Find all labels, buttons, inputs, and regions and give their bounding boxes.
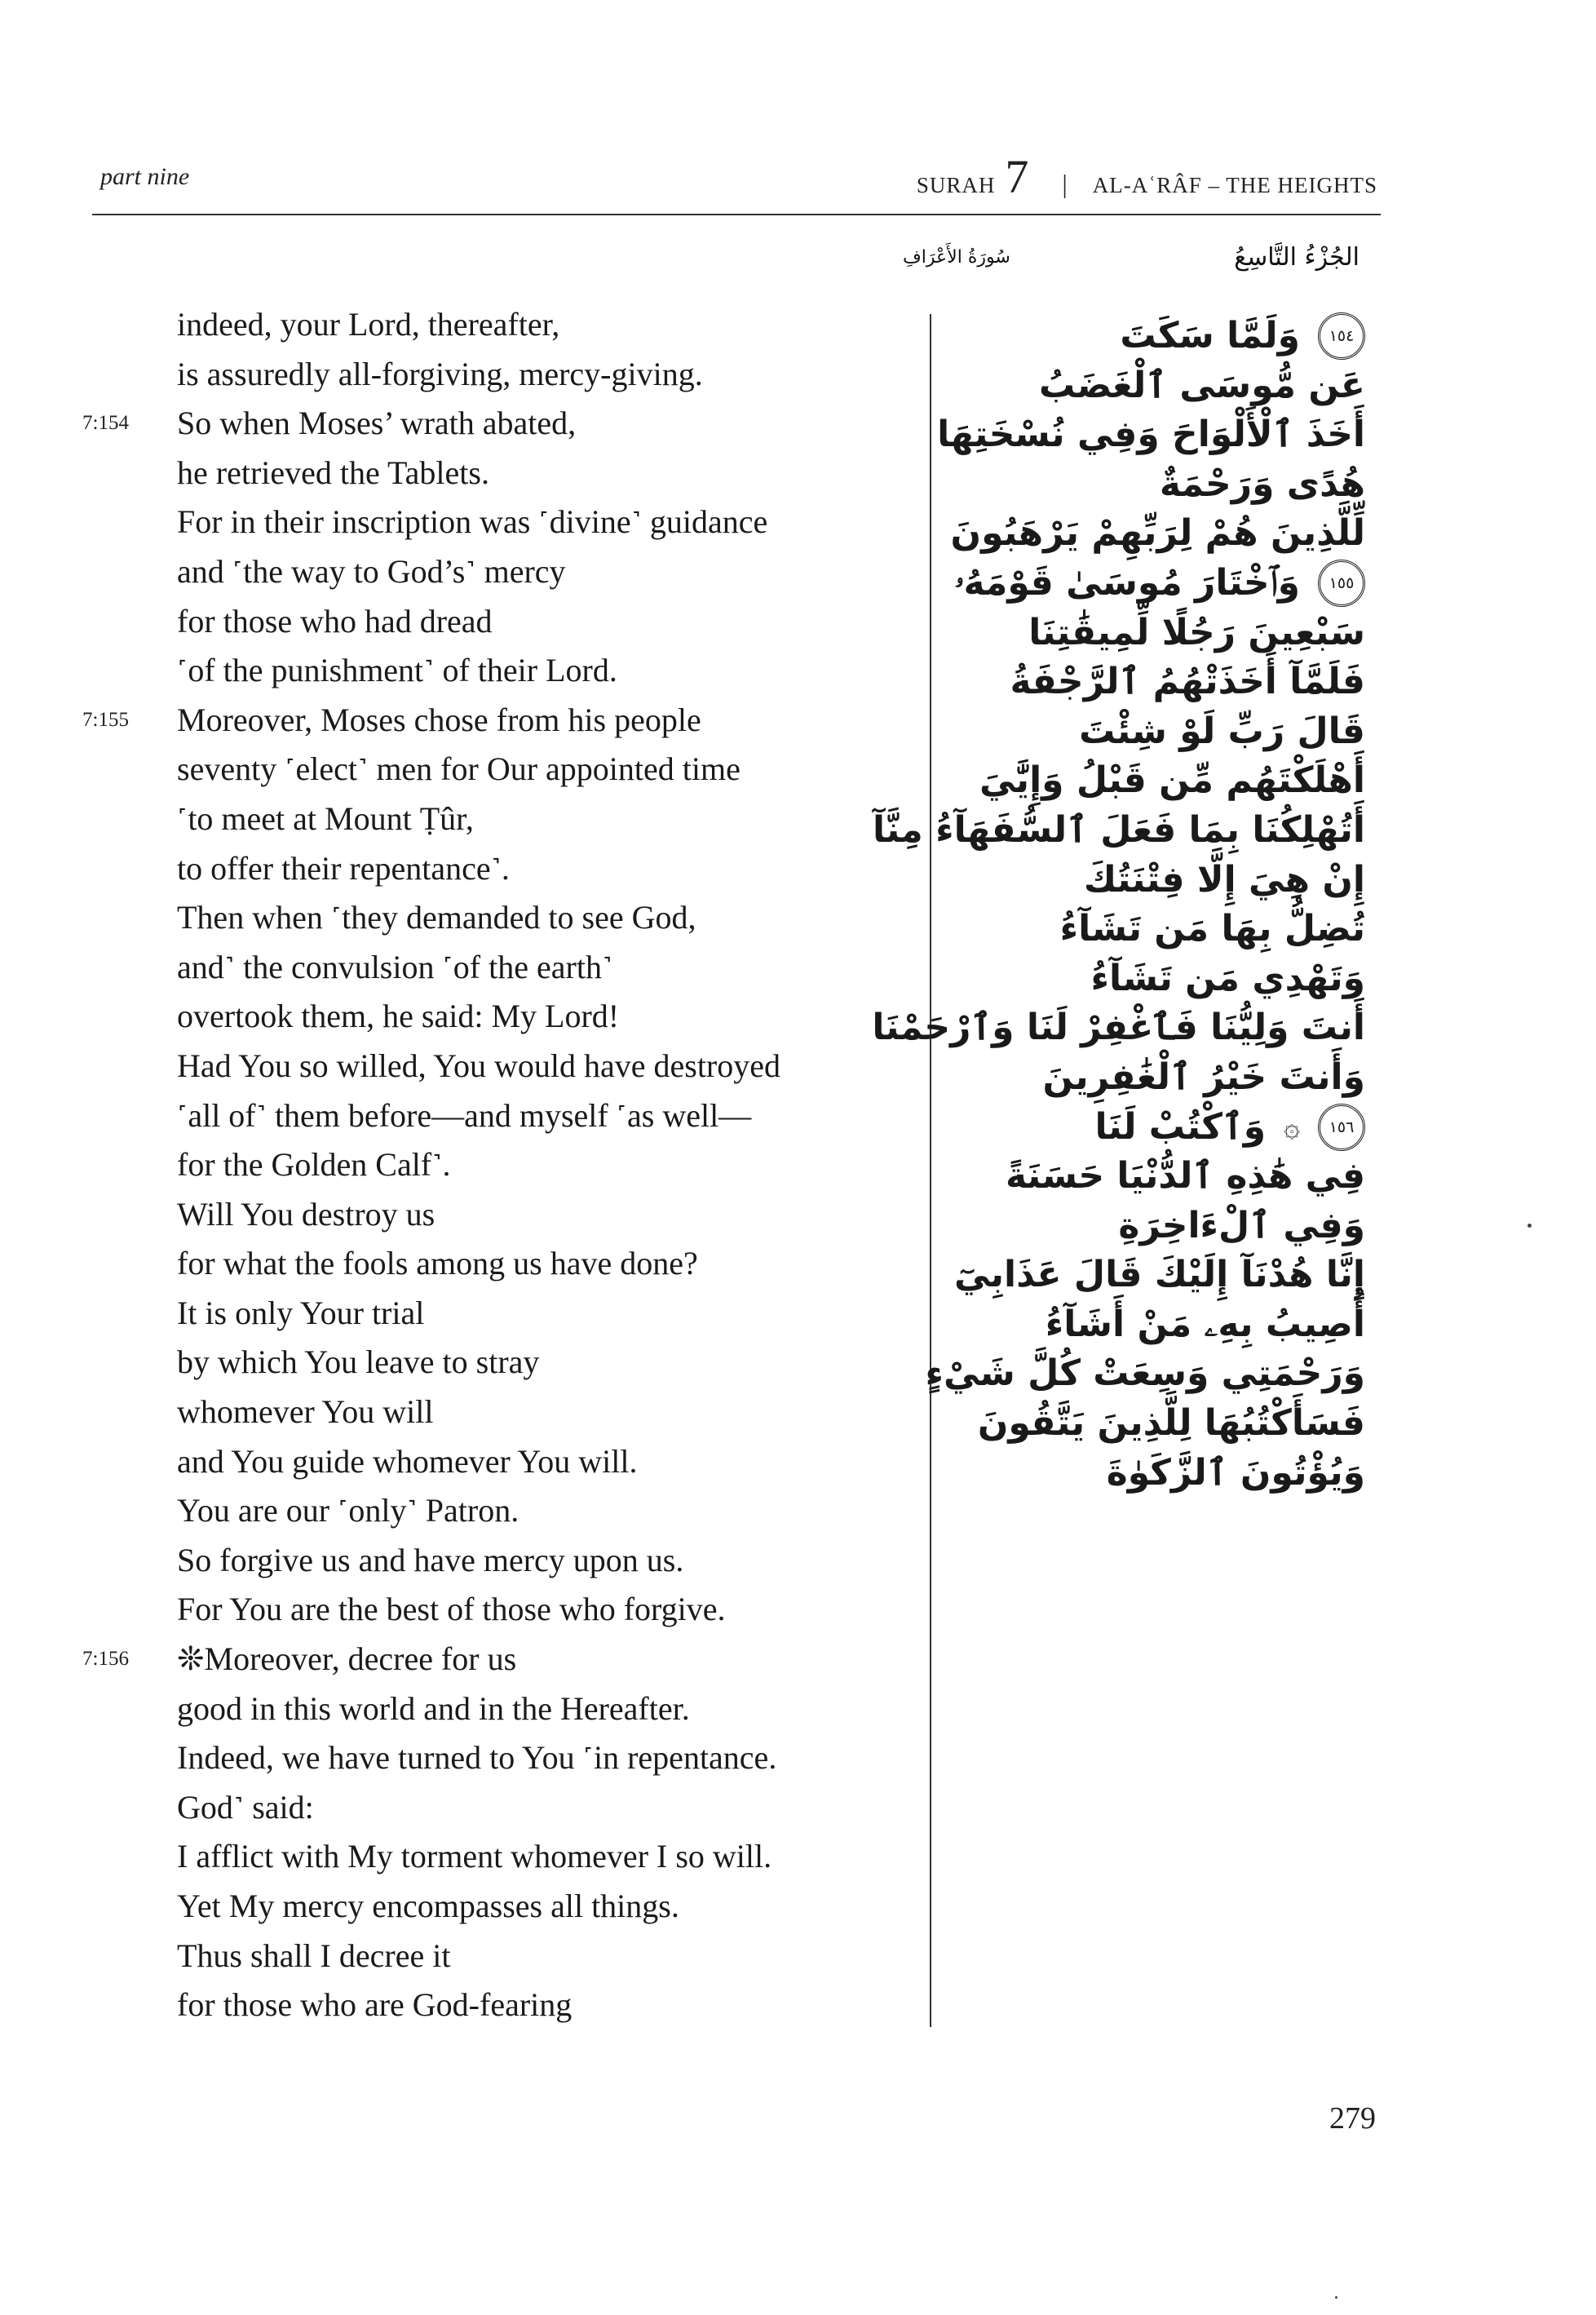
translation-text: Moreover, Moses chose from his people xyxy=(177,701,701,738)
translation-text: God˺ said: xyxy=(177,1788,314,1826)
arabic-running-head xyxy=(903,243,1359,272)
arabic-line xyxy=(835,509,1365,559)
translation-line xyxy=(0,646,922,696)
translation-line xyxy=(0,745,922,795)
translation-line xyxy=(0,350,922,400)
translation-line xyxy=(0,1932,922,1981)
arabic-column xyxy=(835,312,1365,1498)
translation-text: good in this world and in the Hereafter. xyxy=(177,1689,690,1727)
arabic-text: قَالَ رَبِّ لَوْ شِئْتَ xyxy=(1079,710,1365,752)
translation-line xyxy=(0,498,922,547)
translation-text: and ˹the way to God’s˺ mercy xyxy=(177,552,566,590)
arabic-line xyxy=(835,707,1365,757)
translation-text: he retrieved the Tablets. xyxy=(177,454,489,491)
translation-line xyxy=(0,943,922,993)
translation-text: ❊Moreover, decree for us xyxy=(177,1640,517,1678)
arabic-text: إِنْ هِيَ إِلَّا فِتْنَتُكَ xyxy=(1083,858,1365,901)
translation-text: For in their inscription was ˹divine˺ guidance xyxy=(177,503,768,541)
arabic-line xyxy=(835,1399,1365,1449)
translation-line xyxy=(0,1388,922,1437)
arabic-text: وَتَهْدِي مَن تَشَآءُ xyxy=(1090,957,1365,999)
arabic-line xyxy=(835,756,1365,806)
translation-line xyxy=(0,893,922,943)
arabic-text: وَفِي ٱلْءَاخِرَةِ xyxy=(1118,1204,1365,1246)
translation-text: for the Golden Calf˺. xyxy=(177,1146,451,1184)
translation-text: I afflict with My torment whomever I so will. xyxy=(177,1838,772,1875)
arabic-line xyxy=(835,806,1365,856)
translation-text: It is only Your trial xyxy=(177,1294,425,1331)
translation-text: Had You so willed, You would have destroyed xyxy=(177,1047,780,1084)
arabic-text: وَرَحْمَتِي وَسِعَتْ كُلَّ شَيْءٍ xyxy=(925,1352,1365,1395)
arabic-text: وَلَمَّا سَكَتَ xyxy=(1120,315,1300,356)
verse-marker-icon: ١٥٥ xyxy=(1318,560,1365,607)
translation-text: seventy ˹elect˺ men for Our appointed time xyxy=(177,750,741,788)
translation-line xyxy=(0,1289,922,1339)
translation-text: Indeed, we have turned to You ˹in repentance. xyxy=(177,1739,777,1777)
header-separator: | xyxy=(1062,169,1068,198)
running-head-surah xyxy=(916,150,1377,203)
translation-line xyxy=(0,1832,922,1882)
arabic-text: وَأَنتَ خَيْرُ ٱلْغَٰفِرِينَ xyxy=(1042,1056,1365,1098)
translation-text: to offer their repentance˺. xyxy=(177,849,510,887)
verse-marker-icon: ١٥٦ xyxy=(1318,1104,1365,1151)
translation-text: Yet My mercy encompasses all things. xyxy=(177,1888,679,1924)
speck-mark xyxy=(1527,1224,1532,1228)
translation-line xyxy=(0,992,922,1042)
translation-line xyxy=(0,597,922,647)
translation-text: and˺ the convulsion ˹of the earth˺ xyxy=(177,948,613,985)
translation-text: and You guide whomever You will. xyxy=(177,1442,638,1480)
translation-line xyxy=(0,1635,922,1684)
arabic-text: فَسَأَكْتُبُهَا لِلَّذِينَ يَتَّقُونَ xyxy=(977,1402,1365,1445)
arabic-line xyxy=(835,1349,1365,1399)
translation-text: is assuredly all-forgiving, mercy-giving. xyxy=(177,355,703,392)
translation-line xyxy=(0,795,922,844)
arabic-text: عَن مُّوسَى ٱلْغَضَبُ xyxy=(1039,364,1365,406)
translation-line xyxy=(0,449,922,498)
arabic-line xyxy=(835,361,1365,411)
verse-marker-icon: ١٥٤ xyxy=(1318,312,1365,360)
translation-text: You are our ˹only˺ Patron. xyxy=(177,1492,519,1529)
arabic-line xyxy=(835,1449,1365,1498)
translation-text: for those who had dread xyxy=(177,602,493,640)
translation-text: Will You destroy us xyxy=(177,1195,435,1233)
arabic-line xyxy=(835,856,1365,905)
arabic-text: إِنَّا هُدْنَآ إِلَيْكَ قَالَ عَذَابِيٓ xyxy=(953,1254,1365,1296)
translation-line xyxy=(0,1140,922,1190)
arabic-line xyxy=(835,1103,1365,1153)
arabic-line xyxy=(835,1300,1365,1350)
arabic-text: أَنتَ وَلِيُّنَا فَٱغْفِرْ لَنَا وَٱرْحَمْنَا xyxy=(872,1007,1365,1049)
translation-line xyxy=(0,1981,922,2030)
translation-text: by which You leave to stray xyxy=(177,1343,540,1381)
arabic-line xyxy=(835,609,1365,658)
translation-text: whomever You will xyxy=(177,1393,434,1431)
arabic-text: وَٱكْتُبْ لَنَا xyxy=(1094,1105,1267,1148)
translation-text: Then when ˹they demanded to see God, xyxy=(177,899,696,936)
arabic-line xyxy=(835,460,1365,510)
translation-line xyxy=(0,1536,922,1586)
arabic-text: وَٱخْتَارَ مُوسَىٰ قَوْمَهُۥ xyxy=(954,561,1300,604)
hizb-marker-icon: ۞ xyxy=(1284,1110,1300,1144)
arabic-text: أَتُهْلِكُنَا بِمَا فَعَلَ ٱلسُّفَهَآءُ مِنَّآ xyxy=(873,808,1365,851)
arabic-text: أُصِيبُ بِهِۦ مَنْ أَشَآءُ xyxy=(1045,1303,1365,1345)
translation-line xyxy=(0,844,922,894)
arabic-line xyxy=(835,1152,1365,1202)
arabic-line xyxy=(835,1003,1365,1053)
translation-text: ˹of the punishment˺ of their Lord. xyxy=(177,652,617,689)
page-number: 279 xyxy=(1329,2101,1376,2136)
translation-line xyxy=(0,1783,922,1833)
arabic-text: سَبْعِينَ رَجُلًا لِّمِيقَٰتِنَا xyxy=(1028,611,1365,653)
arabic-line xyxy=(835,905,1365,954)
arabic-part-title: الجُزْءُ التَّاسِعُ xyxy=(1234,243,1359,272)
translation-line xyxy=(0,1091,922,1141)
arabic-text: لِّلَّذِينَ هُمْ لِرَبِّهِمْ يَرْهَبُونَ xyxy=(950,512,1365,555)
arabic-line xyxy=(835,1250,1365,1300)
translation-line xyxy=(0,1190,922,1240)
arabic-text: فَلَمَّآ أَخَذَتْهُمُ ٱلرَّجْفَةُ xyxy=(1010,661,1365,703)
translation-text: for what the fools among us have done? xyxy=(177,1245,698,1282)
surah-label: SURAH xyxy=(916,173,996,197)
translation-line xyxy=(0,1338,922,1388)
running-head-part: part nine xyxy=(100,163,190,190)
translation-line xyxy=(0,696,922,746)
arabic-text: فِي هَٰذِهِ ٱلدُّنْيَا حَسَنَةً xyxy=(1005,1155,1365,1197)
surah-name: AL-AʿRÂF – THE HEIGHTS xyxy=(1092,173,1377,197)
translation-line xyxy=(0,1486,922,1536)
header-rule xyxy=(92,214,1381,215)
arabic-line xyxy=(835,559,1365,609)
surah-number: 7 xyxy=(1005,150,1030,203)
verse-number: 7:155 xyxy=(82,708,129,731)
translation-line xyxy=(0,1042,922,1091)
arabic-line xyxy=(835,1202,1365,1251)
verse-number: 7:154 xyxy=(82,412,129,435)
translation-line xyxy=(0,399,922,449)
translation-line xyxy=(0,547,922,597)
translation-text: overtook them, he said: My Lord! xyxy=(177,998,620,1035)
translation-line xyxy=(0,1585,922,1635)
translation-line xyxy=(0,1882,922,1932)
translation-line xyxy=(0,1684,922,1734)
verse-number: 7:156 xyxy=(82,1648,129,1671)
translation-line xyxy=(0,1239,922,1289)
arabic-line xyxy=(835,954,1365,1004)
translation-text: ˹to meet at Mount Ṭûr, xyxy=(177,799,474,837)
translation-line xyxy=(0,1437,922,1487)
translation-line xyxy=(0,300,922,350)
translation-line xyxy=(0,1733,922,1783)
arabic-line xyxy=(835,657,1365,707)
translation-text: Thus shall I decree it xyxy=(177,1937,451,1974)
translation-text: So forgive us and have mercy upon us. xyxy=(177,1541,684,1578)
arabic-text: أَخَذَ ٱلْأَلْوَاحَ وَفِي نُسْخَتِهَا xyxy=(937,414,1365,456)
translation-column xyxy=(0,300,922,2030)
arabic-text: هُدًى وَرَحْمَةٌ xyxy=(1159,463,1365,505)
translation-text: indeed, your Lord, thereafter, xyxy=(177,306,560,343)
arabic-surah-title: سُورَةُ الأَعْرَافِ xyxy=(903,247,1010,268)
arabic-line xyxy=(835,410,1365,460)
translation-text: for those who are God-fearing xyxy=(177,1986,573,2024)
speck-mark xyxy=(1335,2296,1337,2299)
translation-text: ˹all of˺ them before—and myself ˹as well— xyxy=(177,1096,752,1134)
translation-text: For You are the best of those who forgive. xyxy=(177,1591,726,1628)
arabic-line xyxy=(835,312,1365,361)
translation-text: So when Moses’ wrath abated, xyxy=(177,405,577,442)
arabic-line xyxy=(835,1053,1365,1103)
arabic-text: وَيُؤْتُونَ ٱلزَّكَوٰةَ xyxy=(1106,1451,1365,1494)
arabic-text: تُضِلُّ بِهَا مَن تَشَآءُ xyxy=(1059,908,1365,950)
arabic-text: أَهْلَكْتَهُم مِّن قَبْلُ وَإِيَّٰيَ xyxy=(979,759,1365,802)
